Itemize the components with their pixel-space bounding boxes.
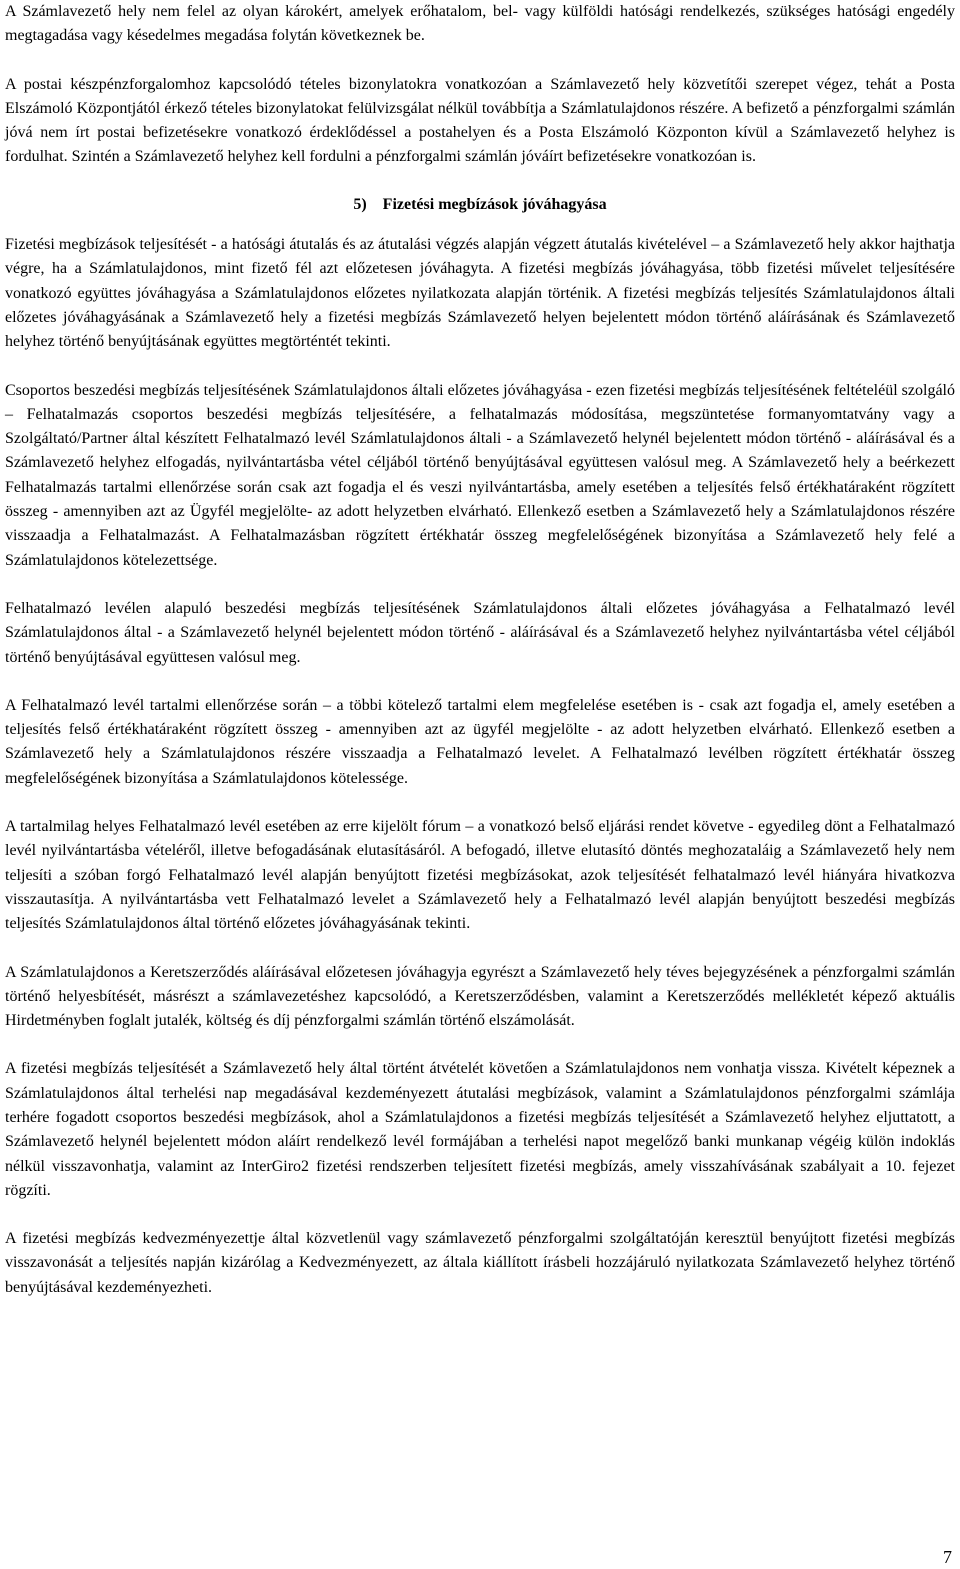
paragraph-forum-decision: A tartalmilag helyes Felhatalmazó levél esetében az erre kijelölt fórum – a vonatkozó belső eljárási rendet követve - egyedileg dönt a Felhatalmazó levél nyilvántartásba vételéről, illetve befogadásának elutasításáról. A befogadó, illetve elutasító döntés meghozataláig a Számlavezető hely nem teljesíti a szóban forgó Felhatalmazó levél alapján benyújtott fizetési megbízásokat, azok teljesítését felhatalmazó levél hiányára hivatkozva visszautasítja. A nyilvántartásba vett Felhatalmazó levelet a Számlavezető hely a Felhatalmazó levél alapján benyújtott beszedési megbízás teljesítés Számlatulajdonos által történő előzetes jóváhagyásának tekinti.: [5, 818, 955, 933]
paragraph-authorization-letter: Felhatalmazó levélen alapuló beszedési megbízás teljesítésének Számlatulajdonos általi előzetes jóváhagyása a Felhatalmazó levél Számlatulajdonos által - a Számlavezető helynél bejelentett módon történő - aláírásával és a Számlavezető helyhez nyilvántartásba vétel céljából történő benyújtásával együttesen valósul meg.: [5, 599, 955, 666]
paragraph-content-check: A Felhatalmazó levél tartalmi ellenőrzése során – a többi kötelező tartalmi elem megfelelése esetében is - csak azt fogadja el, amely esetében a teljesítés felső értékhatáraként rögzített összeg - amennyiben azt az ügyfél megjelölte - az adott helyzetben elvárható. Ellenkező esetben a Számlavezető hely a Számlatulajdonos részére visszaadja a Felhatalmazó levelet. A Felhatalmazó levélben rögzített értékhatár összeg megfelelőségének bizonyítása a Számlatulajdonos kötelessége.: [5, 696, 955, 787]
paragraph-framework-contract: A Számlatulajdonos a Keretszerződés aláírásával előzetesen jóváhagyja egyrészt a Számlavezető hely téves bejegyzésének a pénzforgalmi számlán történő helyesbítését, másrészt a számlavezetéshez kapcsolódó, a Keretszerződésben, valamint a Keretszerződés mellékletét képező aktuális Hirdetményben foglalt jutalék, költség és díj pénzforgalmi számlán történő elszámolását.: [5, 963, 955, 1030]
paragraph-liability: A Számlavezető hely nem felel az olyan károkért, amelyek erőhatalom, bel- vagy külföldi hatósági rendelkezés, szükséges hatósági engedély megtagadása vagy késedelmes megadása folytán következnek be.: [5, 3, 955, 45]
paragraph-approval: Fizetési megbízások teljesítését - a hatósági átutalás és az átutalási végzés alapján végzett átutalás kivételével – a Számlavezető hely akkor hajthatja végre, ha a Számlatulajdonos, mint fizető fél azt előzetesen jóváhagyta. A fizetési megbízás jóváhagyása, több fizetési művelet teljesítésére vonatkozó együttes jóváhagyása a Számlatulajdonos előzetes nyilatkozata alapján történik. A fizetési megbízás teljesítés Számlatulajdonos általi előzetes jóváhagyásának a Számlavezető hely a fizetési megbízás Számlavezető helyen bejelentett módon történő aláírásának és Számlavezető helyhez történő benyújtásának együttes megtörténtét tekinti.: [5, 236, 955, 351]
document-page: [5, 0, 955, 1300]
page-number: 7: [943, 1547, 952, 1567]
paragraph-revocation: A fizetési megbízás teljesítését a Számlavezető hely által történt átvételét követően a Számlatulajdonos nem vonhatja vissza. Kivételt képeznek a Számlatulajdonos által terhelési nap megadásával kezdeményezett átutalási megbízások, valamint a Számlatulajdonos pénzforgalmi számlája terhére fogadott csoportos beszedési megbízások, ahol a Számlatulajdonos a fizetési megbízás teljesítését a Számlavezető helyhez eljuttatott, a Számlavezető helynél bejelentett módon aláírt rendelkező levél formájában a terhelési napot megelőző banki munkanap végéig külön indoklás nélkül visszavonhatja, valamint az InterGiro2 fizetési rendszerben teljesített fizetési megbízás, amely visszahívásának szabályait a 10. fejezet rögzíti.: [5, 1060, 955, 1199]
paragraph-postal-cash: A postai készpénzforgalomhoz kapcsolódó tételes bizonylatokra vonatkozóan a Számlavezető hely közvetítői szerepet végez, tehát a Posta Elszámoló Központjától érkező tételes bizonylatokat felülvizsgálat nélkül továbbítja a Számlatulajdonos részére. A befizető a pénzforgalmi számlán jóvá nem írt postai befizetésekre vonatkozó érdeklődéssel a postahelyen és a Posta Elszámoló Központon kívül a Számlavezető helyhez is fordulhat. Szintén a Számlavezető helyhez kell fordulni a pénzforgalmi számlán jóváírt befizetésekre vonatkozóan is.: [5, 75, 955, 166]
paragraph-group-collection: Csoportos beszedési megbízás teljesítésének Számlatulajdonos általi előzetes jóváhagyása - ezen fizetési megbízás teljesítésének feltételéül szolgáló – Felhatalmazás csoportos beszedési megbízás teljesítésére, a felhatalmazás módosítása, megszüntetése formanyomtatvány vagy a Szolgáltató/Partner által készített Felhatalmazó levél Számlatulajdonos általi - a Számlavezető helynél bejelentett módon történő - aláírásával és a Számlavezető helyhez elfogadás, nyilvántartásba vétel céljából történő benyújtásával együttesen valósul meg. A Számlavezető hely a beérkezett Felhatalmazás tartalmi ellenőrzése során csak azt fogadja el és veszi nyilvántartásba, amely esetében a teljesítés felső értékhatáraként rögzített összeg - amennyiben azt az Ügyfél megjelölte- az adott helyzetben elvárható. Ellenkező esetben a Számlavezető hely a Számlatulajdonos részére visszaadja a Felhatalmazást. A Felhatalmazásban rögzített értékhatár összeg megfelelőségének bizonyítása a Számlavezető hely felé a Számlatulajdonos kötelezettsége.: [5, 381, 955, 569]
section-heading: 5) Fizetési megbízások jóváhagyása: [353, 195, 607, 213]
paragraph-beneficiary-revocation: A fizetési megbízás kedvezményezettje által közvetlenül vagy számlavezető pénzforgalmi szolgáltatóján keresztül benyújtott fizetési megbízás visszavonását a teljesítés napján kizárólag a Kedvezményezett, az általa kiállított írásbeli hozzájáruló nyilatkozata Számlavezető helyhez történő benyújtásával kezdeményezheti.: [5, 1230, 955, 1296]
